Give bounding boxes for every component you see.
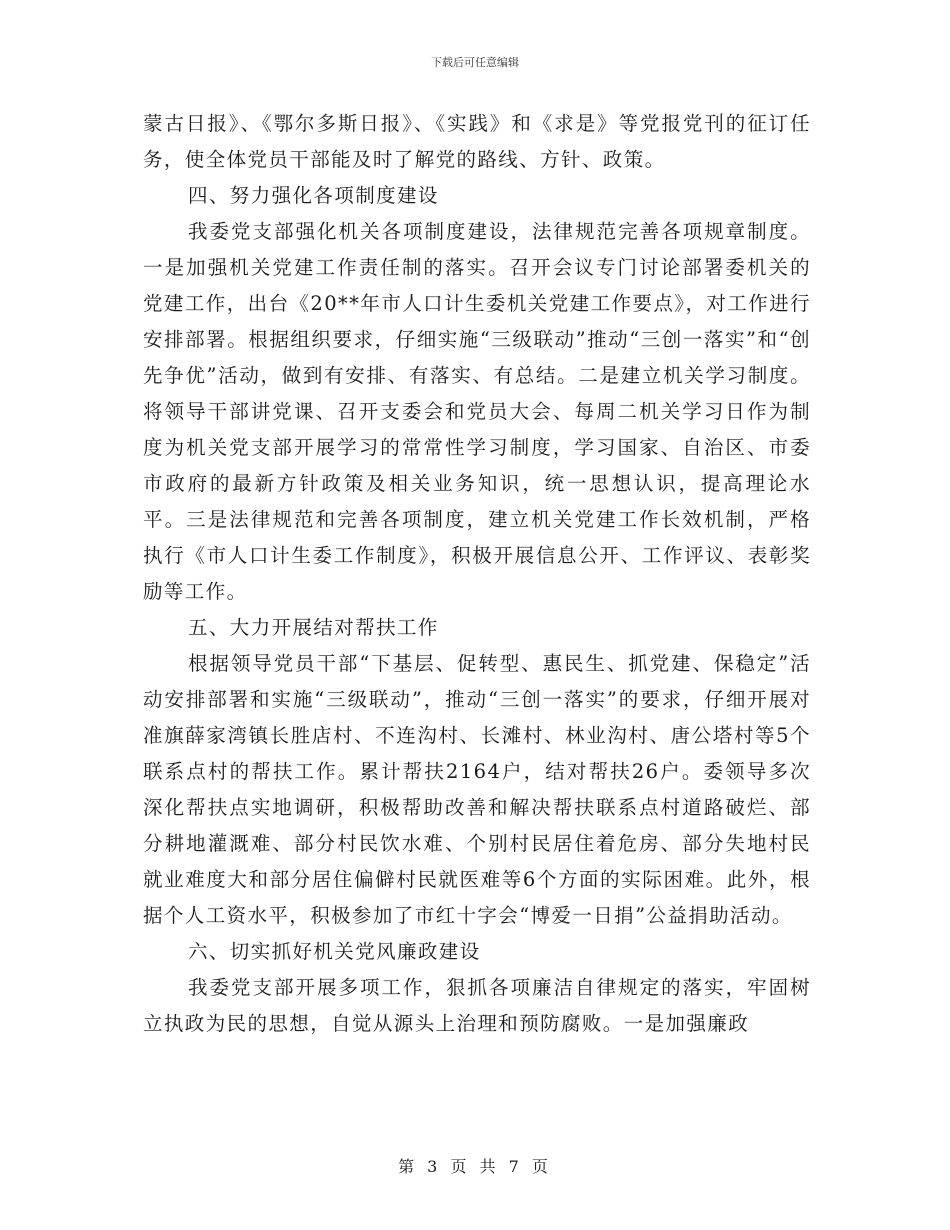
document-body <box>143 106 811 1042</box>
section-heading-4: 四、努力强化各项制度建设 <box>188 184 439 207</box>
section-heading-6: 六、切实抓好机关党风廉政建设 <box>188 940 481 963</box>
section-heading-5: 五、大力开展结对帮扶工作 <box>188 616 439 639</box>
paragraph-system-building: 我委党支部强化机关各项制度建设，法律规范完善各项规章制度。一是加强机关党建工作责任制的落实。召开会议专门讨论部署委机关的党建工作，出台《20**年市人口计生委机关党建工作要点》，对工作进行安排部署。根据组织要求，仔细实施“三级联动”推动“三创一落实”和“创先争优”活动，做到有安排、有落实、有总结。二是建立机关学习制度。将领导干部讲党课、召开支委会和党员大会、每周二机关学习日作为制度为机关党支部开展学习的常常性学习制度，学习国家、自治区、市委市政府的最新方针政策及相关业务知识，统一思想认识，提高理论水平。三是法律规范和完善各项制度，建立机关党建工作长效机制，严格执行《市人口计生委工作制度》，积极开展信息公开、工作评议、表彰奖励等工作。 <box>143 220 811 603</box>
paragraph-continued: 蒙古日报》、《鄂尔多斯日报》、《实践》和《求是》等党报党刊的征订任务，使全体党员干部能及时了解党的路线、方针、政策。 <box>143 112 811 171</box>
page-header: 下载后可任意编辑 <box>431 56 519 69</box>
paragraph-integrity-building: 我委党支部开展多项工作，狠抓各项廉洁自律规定的落实，牢固树立执政为民的思想，自觉从源头上治理和预防腐败。一是加强廉政 <box>143 976 811 1035</box>
page-number-footer: 第 3 页 共 7 页 <box>398 1157 552 1176</box>
paragraph-assistance-work: 根据领导党员干部“下基层、促转型、惠民生、抓党建、保稳定”活动安排部署和实施“三级联动”，推动“三创一落实”的要求，仔细开展对准旗薛家湾镇长胜店村、不连沟村、长滩村、林业沟村、唐公塔村等5个联系点村的帮扶工作。累计帮扶2164户，结对帮扶26户。委领导多次深化帮扶点实地调研，积极帮助改善和解决帮扶联系点村道路破烂、部分耕地灌溉难、部分村民饮水难、个别村民居住着危房、部分失地村民就业难度大和部分居住偏僻村民就医难等6个方面的实际困难。此外，根据个人工资水平，积极参加了市红十字会“博爱一日捐”公益捐助活动。 <box>143 652 811 927</box>
